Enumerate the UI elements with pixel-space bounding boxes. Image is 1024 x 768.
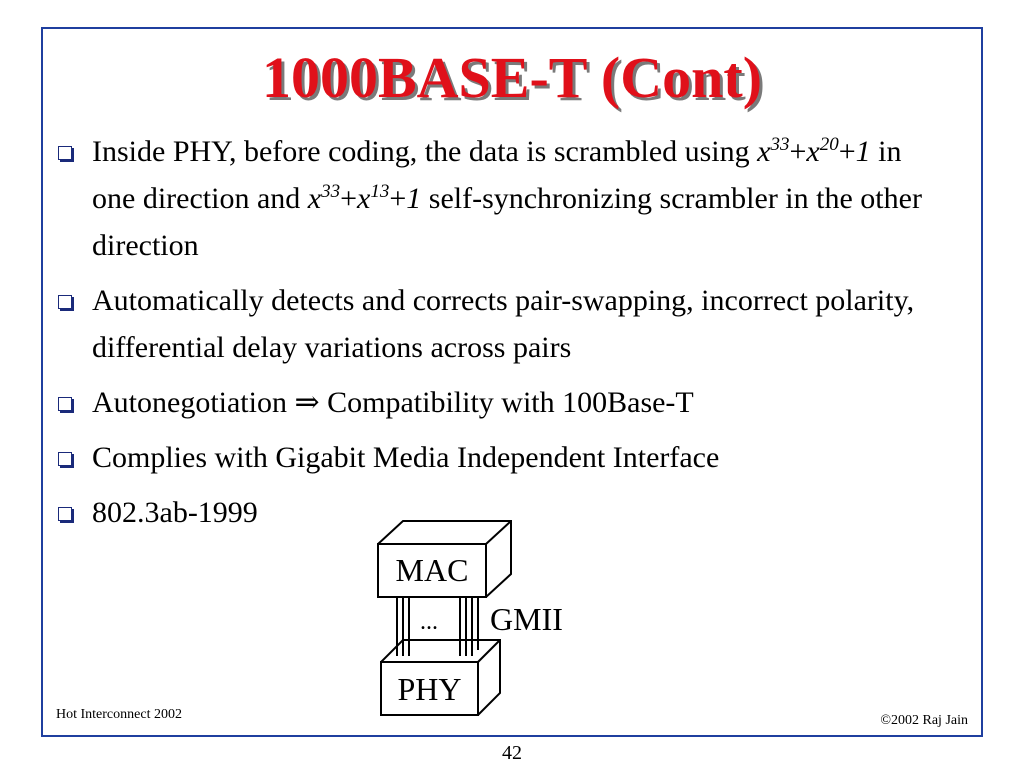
text-run: Autonegotiation ⇒ Compatibility with 100Base-T xyxy=(92,386,694,419)
bullet-item xyxy=(56,489,936,536)
text-run: + xyxy=(838,135,856,168)
text-run: x xyxy=(757,135,771,168)
text-run: x xyxy=(307,182,322,215)
bullet-text xyxy=(92,441,719,474)
slide-title: 1000BASE-T (Cont) xyxy=(261,45,763,110)
text-run: x xyxy=(806,135,820,168)
text-run: x xyxy=(357,182,371,215)
superscript: 20 xyxy=(819,134,839,155)
square-bullet-icon xyxy=(58,295,72,309)
text-run: 1 xyxy=(855,135,871,168)
text-run: 802.3ab-1999 xyxy=(92,496,258,529)
square-bullet-icon xyxy=(58,397,72,411)
text-run: Complies with Gigabit Media Independent Interface xyxy=(92,441,720,474)
square-bullet-icon xyxy=(58,507,72,521)
square-bullet-icon xyxy=(58,452,72,466)
bullet-item xyxy=(56,379,936,426)
superscript: 33 xyxy=(770,134,790,155)
footer-right: ©2002 Raj Jain xyxy=(880,713,968,728)
mac-label: MAC xyxy=(395,552,469,588)
superscript: 13 xyxy=(370,181,390,202)
phy-label: PHY xyxy=(397,671,462,707)
bullet-item xyxy=(56,434,936,481)
bullet-item xyxy=(56,277,936,371)
page-number: 42 xyxy=(502,742,522,764)
link-ellipsis: ... xyxy=(420,609,438,635)
text-run: + xyxy=(789,135,807,168)
superscript: 33 xyxy=(321,181,341,202)
text-run: + xyxy=(389,182,407,215)
bullet-item xyxy=(56,128,936,269)
bullet-text xyxy=(92,284,914,364)
text-run: self-synchronizing scrambler in the other direction xyxy=(92,182,922,262)
text-run: 1 xyxy=(406,182,422,215)
text-run: Inside PHY, before coding, the data is scrambled using xyxy=(92,135,758,168)
bullet-list xyxy=(56,128,936,544)
bullet-text xyxy=(92,496,258,529)
text-run: + xyxy=(340,182,358,215)
square-bullet-icon xyxy=(58,146,72,160)
text-run: in one direction and xyxy=(92,135,902,215)
footer-left: Hot Interconnect 2002 xyxy=(56,707,182,722)
bullet-text xyxy=(92,386,694,419)
text-run: Automatically detects and corrects pair-swapping, incorrect polarity, differential delay variations across pairs xyxy=(92,284,915,364)
bullet-text xyxy=(92,135,922,262)
gmii-label: GMII xyxy=(490,601,563,637)
